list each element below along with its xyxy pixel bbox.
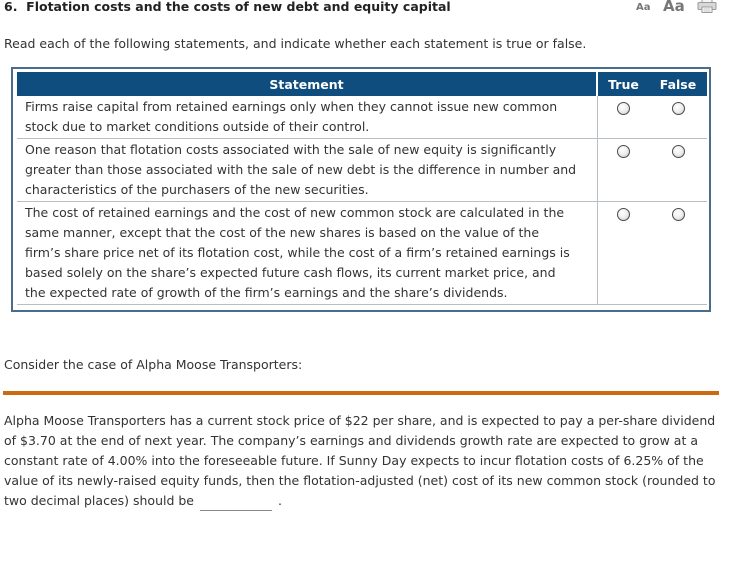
true-radio-1[interactable] [617, 102, 630, 115]
problem-text-block [4, 411, 718, 511]
true-radio-2[interactable] [617, 145, 630, 158]
print-icon[interactable] [697, 0, 717, 13]
question-number: 6. [4, 0, 18, 14]
problem-end-punct: . [278, 493, 282, 508]
statement-text: One reason that flotation costs associated with the sale of new equity is significantly greater than those associated with the sale of new debt is the difference in number and characteristics of the purchasers of the new securities. [17, 139, 597, 202]
question-title-text: Flotation costs and the costs of new debt and equity capital [26, 0, 451, 14]
statement-text: The cost of retained earnings and the cost of new common stock are calculated in the same manner, except that the cost of the new shares is based on the value of the firm’s share price net of its flotation cost, while the cost of a firm’s retained earnings is based solely on the share’s expected future cash flows, its current market price, and the expected rate of growth of the firm’s earnings and the share’s dividends. [17, 202, 597, 305]
false-radio-3[interactable] [672, 208, 685, 221]
table-row [17, 202, 707, 305]
false-header: False [649, 72, 707, 96]
answer-input[interactable] [200, 496, 272, 511]
true-false-table [17, 72, 707, 305]
font-larger-button[interactable]: Aa [663, 0, 685, 15]
statement-text: Firms raise capital from retained earnings only when they cannot issue new common stock due to market conditions outside of their control. [17, 96, 597, 139]
font-smaller-button[interactable]: Aa [636, 2, 651, 13]
case-intro: Consider the case of Alpha Moose Transporters: [4, 357, 303, 372]
problem-text: Alpha Moose Transporters has a current stock price of $22 per share, and is expected to pay a per-share dividend of $3.70 at the end of next year. The company’s earnings and dividends growth rate are expected to grow at a constant rate of 4.00% into the foreseeable future. If Sunny Day expects to incur flotation costs of 6.25% of the value of its newly-raised equity funds, then the flotation-adjusted (net) cost of its new common stock (rounded to two decimal places) should be [4, 413, 716, 508]
statement-header: Statement [17, 72, 597, 96]
table-row [17, 96, 707, 139]
table-header-row [17, 72, 707, 96]
table-row [17, 139, 707, 202]
instructions: Read each of the following statements, and indicate whether each statement is true or false. [4, 36, 587, 51]
question-title [4, 0, 451, 14]
true-header: True [597, 72, 649, 96]
true-radio-3[interactable] [617, 208, 630, 221]
false-radio-2[interactable] [672, 145, 685, 158]
false-radio-1[interactable] [672, 102, 685, 115]
section-divider [3, 391, 719, 395]
true-false-box [11, 67, 711, 312]
